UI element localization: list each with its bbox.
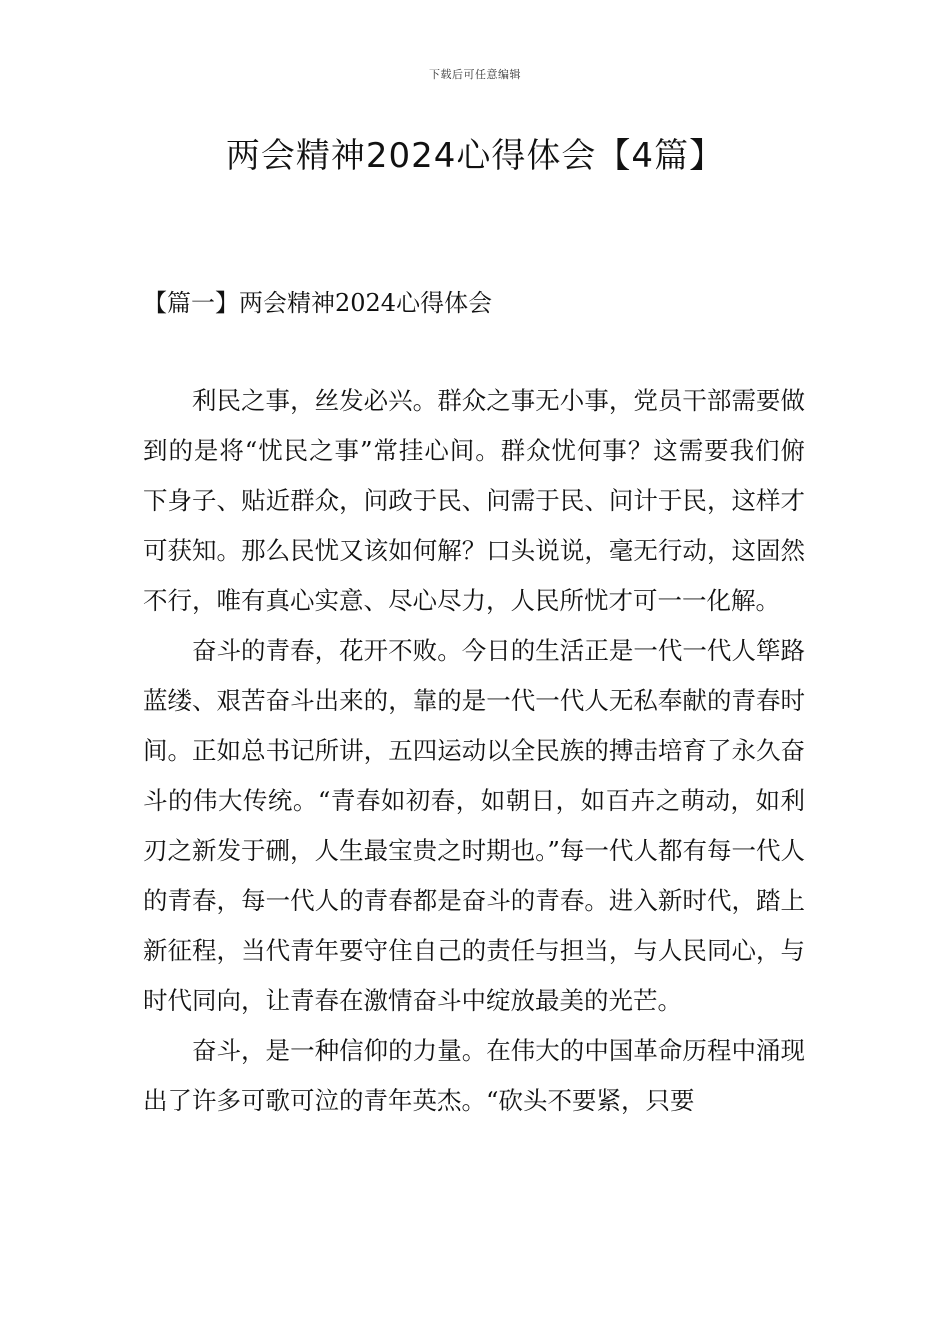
paragraph-2: 奋斗的青春，花开不败。今日的生活正是一代一代人筚路蓝缕、艰苦奋斗出来的，靠的是一代一代人无私奉献的青春时间。正如总书记所讲，五四运动以全民族的搏击培育了永久奋斗的伟大传统。“青春如初春，如朝日，如百卉之萌动，如利刃之新发于硎，人生最宝贵之时期也。”每一代人都有每一代人的青春，每一代人的青春都是奋斗的青春。进入新时代，踏上新征程，当代青年要守住自己的责任与担当，与人民同心，与时代同向，让青春在激情奋斗中绽放最美的光芒。 <box>143 636 805 1015</box>
header-note: 下载后可任意编辑 <box>429 68 521 81</box>
paragraph-1: 利民之事，丝发必兴。群众之事无小事，党员干部需要做到的是将“忧民之事”常挂心间。群众忧何事？这需要我们俯下身子、贴近群众，问政于民、问需于民、问计于民，这样才可获知。那么民忧又该如何解？口头说说，毫无行动，这固然不行，唯有真心实意、尽心尽力，人民所忧才可一一化解。 <box>143 386 805 615</box>
body-text <box>143 376 805 1126</box>
paragraph-3: 奋斗，是一种信仰的力量。在伟大的中国革命历程中涌现出了许多可歌可泣的青年英杰。“砍头不要紧，只要 <box>143 1036 805 1115</box>
section-heading: 【篇一】两会精神2024心得体会 <box>143 289 493 317</box>
document-title: 两会精神2024心得体会【4篇】 <box>225 136 725 176</box>
